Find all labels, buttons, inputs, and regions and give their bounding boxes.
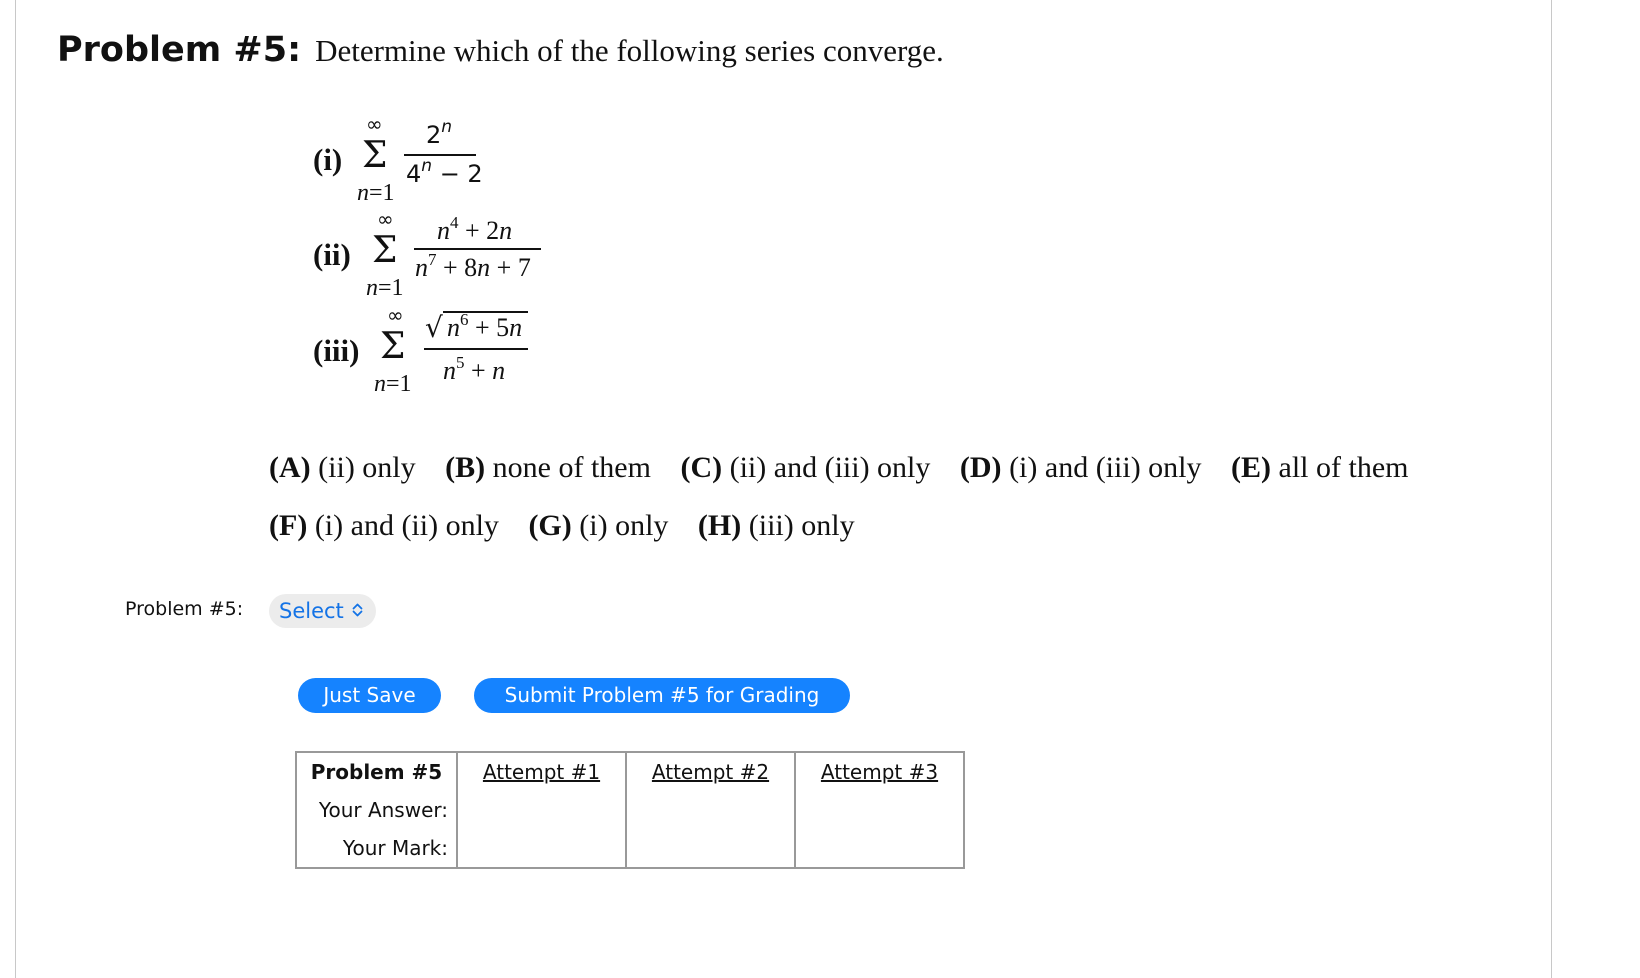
mark-cell: [795, 829, 964, 868]
mark-cell: [626, 829, 795, 868]
choice-option: (G) (i) only: [528, 509, 669, 542]
fraction-bar: [404, 154, 476, 156]
attempts-table: [295, 751, 965, 869]
fraction-numerator: 2$^n$: [426, 117, 453, 149]
infinity-symbol: ∞: [366, 112, 383, 136]
answer-label: Problem #5:: [125, 598, 244, 620]
table-row: [296, 829, 964, 868]
fraction-bar: [424, 348, 528, 350]
table-header-cell: [296, 752, 457, 791]
table-header-problem: Problem #5: [310, 760, 443, 784]
answer-cell: [457, 791, 626, 829]
your-answer-label: Your Answer:: [296, 791, 457, 829]
attempt-3-link[interactable]: Attempt #3: [820, 760, 939, 784]
choices-row-2: [269, 509, 855, 543]
mark-cell: [457, 829, 626, 868]
answer-cell: [626, 791, 795, 829]
your-mark-label: Your Mark:: [296, 829, 457, 868]
page-border-right: [1551, 0, 1552, 978]
just-save-button[interactable]: Just Save: [298, 678, 441, 713]
choice-option: (F) (i) and (ii) only: [269, 509, 499, 542]
sigma-symbol: Σ: [372, 230, 398, 271]
problem-label: Problem #5:: [57, 30, 302, 70]
infinity-symbol: ∞: [377, 207, 394, 231]
choices-row-1: [269, 451, 1408, 485]
sum-lower-bound: n=1: [357, 180, 395, 206]
table-header-cell: [626, 752, 795, 791]
updown-chevron-icon: [348, 605, 363, 619]
series-label: (iii): [313, 333, 360, 368]
fraction-denominator: $4^n - 2$: [406, 156, 483, 188]
fraction-numerator: $n^4 + 2n$: [437, 213, 513, 245]
square-root-icon: √: [425, 311, 443, 344]
sigma-symbol: Σ: [380, 326, 406, 367]
fraction-numerator: $n^6 + 5n$: [447, 310, 523, 342]
choice-option: (A) (ii) only: [269, 451, 416, 484]
choice-option: (C) (ii) and (iii) only: [680, 451, 931, 484]
answer-cell: [795, 791, 964, 829]
select-value: Select: [279, 599, 344, 623]
attempt-2-link[interactable]: Attempt #2: [651, 760, 770, 784]
table-header-cell: [795, 752, 964, 791]
attempt-1-link[interactable]: Attempt #1: [482, 760, 601, 784]
table-row: [296, 791, 964, 829]
choice-option: (B) none of them: [445, 451, 651, 484]
page-border-left: [15, 0, 16, 978]
problem-heading: [57, 30, 944, 80]
fraction-denominator: $n^5 + n$: [443, 353, 506, 385]
choice-option: (E) all of them: [1231, 451, 1409, 484]
problem-prompt: Determine which of the following series converge.: [315, 33, 944, 68]
infinity-symbol: ∞: [387, 303, 404, 327]
submit-for-grading-button[interactable]: Submit Problem #5 for Grading: [474, 678, 850, 713]
sum-lower-bound: n=1: [366, 275, 404, 301]
series-label: (ii): [313, 237, 351, 272]
table-row: [296, 752, 964, 791]
choice-option: (D) (i) and (iii) only: [959, 451, 1202, 484]
series-label: (i): [313, 142, 343, 177]
answer-select[interactable]: [269, 594, 376, 628]
table-header-cell: [457, 752, 626, 791]
choice-option: (H) (iii) only: [697, 509, 855, 542]
sigma-symbol: Σ: [362, 135, 388, 176]
sum-lower-bound: n=1: [374, 371, 412, 397]
fraction-denominator: $n^7 + 8n + 7$: [415, 250, 531, 282]
